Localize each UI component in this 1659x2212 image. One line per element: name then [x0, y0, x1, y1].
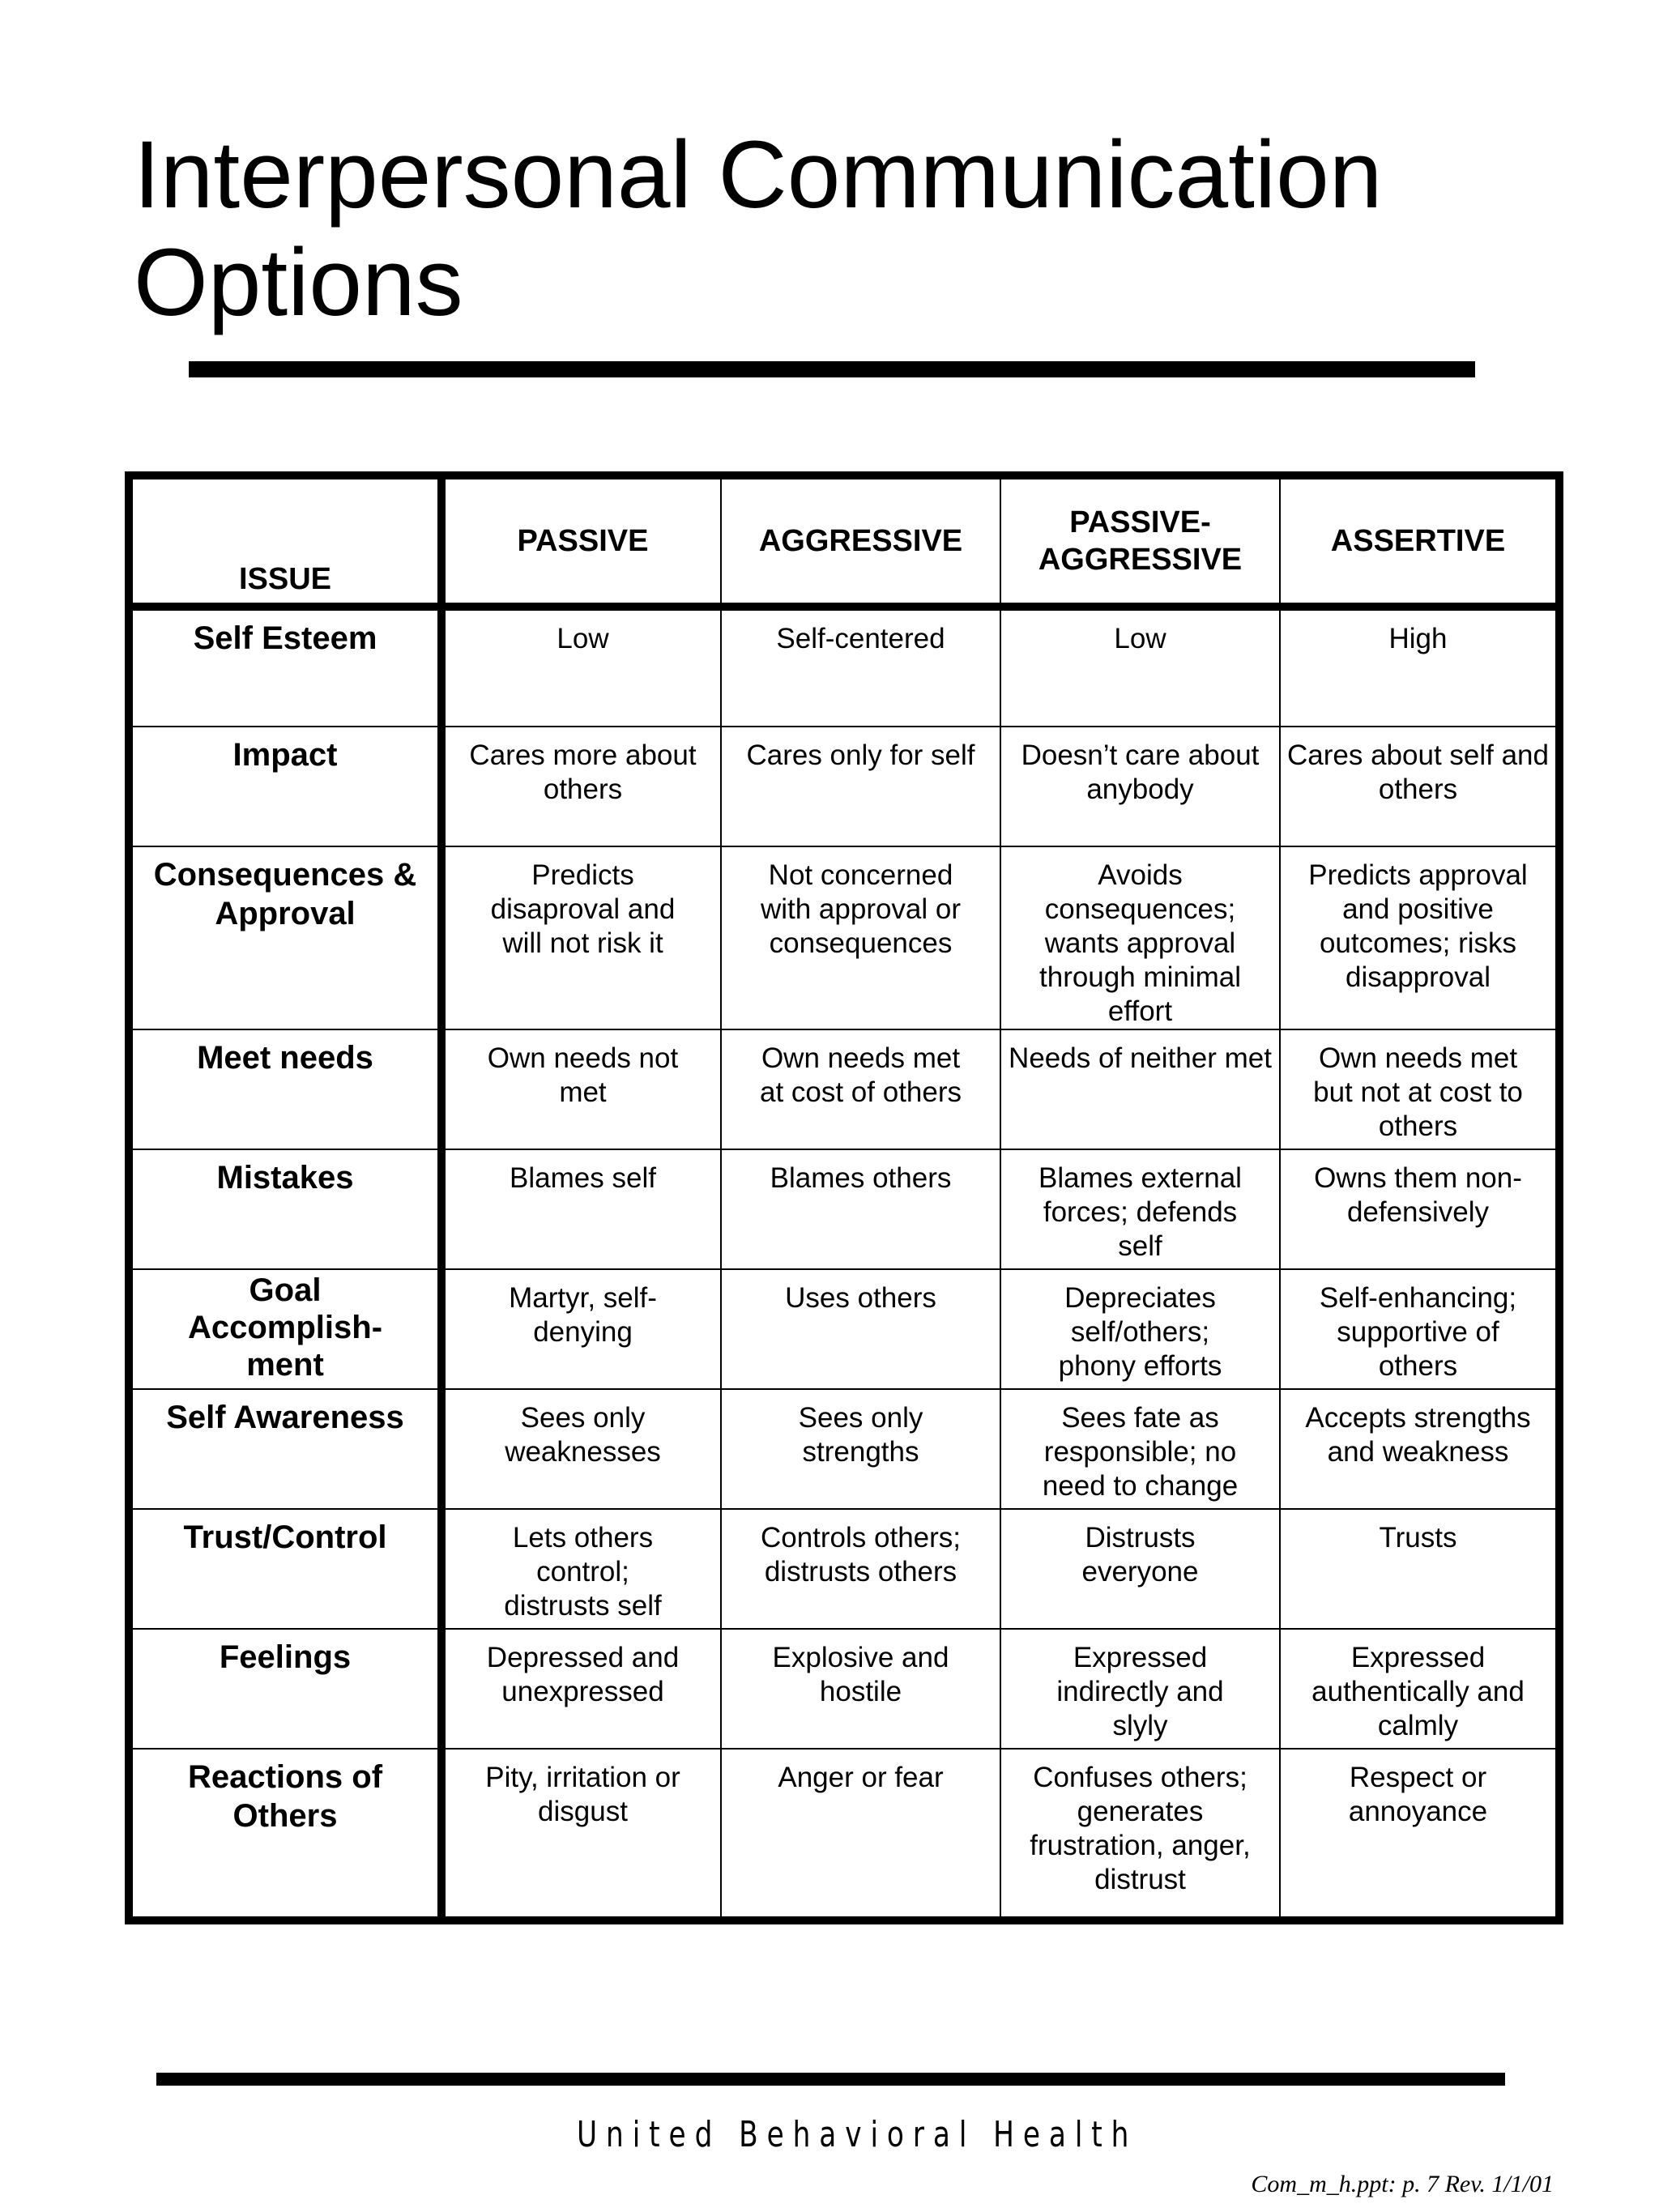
footer-reference: Com_m_h.ppt: p. 7 Rev. 1/1/01 [1251, 2171, 1554, 2197]
table-cell: Explosive and hostile [721, 1629, 1000, 1749]
table-cell: Cares more about others [441, 727, 721, 846]
table-cell: Lets others control; distrusts self [441, 1509, 721, 1629]
table-row [129, 607, 1559, 727]
table-row [129, 1269, 1559, 1389]
row-header: Impact [129, 727, 441, 846]
table-header-row [129, 475, 1559, 607]
column-header-aggressive: AGGRESSIVE [721, 475, 1000, 607]
table-row [129, 1029, 1559, 1149]
row-header: Feelings [129, 1629, 441, 1749]
table-cell: Self-centered [721, 607, 1000, 727]
table-cell: Martyr, self-denying [441, 1269, 721, 1389]
table-cell: Respect or annoyance [1280, 1749, 1559, 1920]
table-cell: Trusts [1280, 1509, 1559, 1629]
table-cell: Low [1000, 607, 1280, 727]
table-cell: Avoids consequences; wants approval through minimal effort [1000, 846, 1280, 1029]
column-header-assertive: ASSERTIVE [1280, 475, 1559, 607]
table-cell: Own needs met but not at cost to others [1280, 1029, 1559, 1149]
table-cell: Predicts approval and positive outcomes; risks disapproval [1280, 846, 1559, 1029]
table-row [129, 846, 1559, 1029]
row-header: Reactions of Others [129, 1749, 441, 1920]
table-cell: Accepts strengths and weakness [1280, 1389, 1559, 1509]
table-cell: Expressed authentically and calmly [1280, 1629, 1559, 1749]
table-cell: Uses others [721, 1269, 1000, 1389]
column-header-passive: PASSIVE [441, 475, 721, 607]
table-cell: Blames others [721, 1149, 1000, 1269]
table-cell: Cares about self and others [1280, 727, 1559, 846]
table-row [129, 1629, 1559, 1749]
table-cell: Controls others; distrusts others [721, 1509, 1000, 1629]
table-row [129, 1749, 1559, 1920]
table-cell: Pity, irritation or disgust [441, 1749, 721, 1920]
table-cell: Depreciates self/others; phony efforts [1000, 1269, 1280, 1389]
table-cell: Own needs met at cost of others [721, 1029, 1000, 1149]
column-header-passive-aggressive: PASSIVE-AGGRESSIVE [1000, 475, 1280, 607]
table-cell: Doesn’t care about anybody [1000, 727, 1280, 846]
table-cell: Low [441, 607, 721, 727]
title-divider [189, 361, 1475, 377]
table-cell: Sees fate as responsible; no need to change [1000, 1389, 1280, 1509]
table-cell: Blames external forces; defends self [1000, 1149, 1280, 1269]
table-cell: Sees only strengths [721, 1389, 1000, 1509]
row-header: Goal Accomplish-ment [129, 1269, 441, 1389]
table-row [129, 727, 1559, 846]
table-cell: Distrusts everyone [1000, 1509, 1280, 1629]
row-header: Self Esteem [129, 607, 441, 727]
table-cell: High [1280, 607, 1559, 727]
issue-header: ISSUE [129, 475, 441, 607]
table-cell: Confuses others; generates frustration, anger, distrust [1000, 1749, 1280, 1920]
footer-brand: United Behavioral Health [577, 2114, 1138, 2155]
row-header: Trust/Control [129, 1509, 441, 1629]
table-cell: Blames self [441, 1149, 721, 1269]
page-title: Interpersonal Communication Options [134, 121, 1383, 336]
table-cell: Needs of neither met [1000, 1029, 1280, 1149]
table-cell: Cares only for self [721, 727, 1000, 846]
table-cell: Own needs not met [441, 1029, 721, 1149]
row-header: Meet needs [129, 1029, 441, 1149]
footer-divider [156, 2073, 1505, 2086]
row-header: Consequences & Approval [129, 846, 441, 1029]
table-row [129, 1389, 1559, 1509]
row-header: Mistakes [129, 1149, 441, 1269]
table-cell: Self-enhancing; supportive of others [1280, 1269, 1559, 1389]
table-cell: Expressed indirectly and slyly [1000, 1629, 1280, 1749]
table-cell: Owns them non-defensively [1280, 1149, 1559, 1269]
row-header: Self Awareness [129, 1389, 441, 1509]
table-cell: Depressed and unexpressed [441, 1629, 721, 1749]
table-cell: Not concerned with approval or consequences [721, 846, 1000, 1029]
table-cell: Anger or fear [721, 1749, 1000, 1920]
table-cell: Sees only weaknesses [441, 1389, 721, 1509]
table-row [129, 1149, 1559, 1269]
table-cell: Predicts disaproval and will not risk it [441, 846, 721, 1029]
communication-options-table [125, 471, 1563, 1924]
table-row [129, 1509, 1559, 1629]
